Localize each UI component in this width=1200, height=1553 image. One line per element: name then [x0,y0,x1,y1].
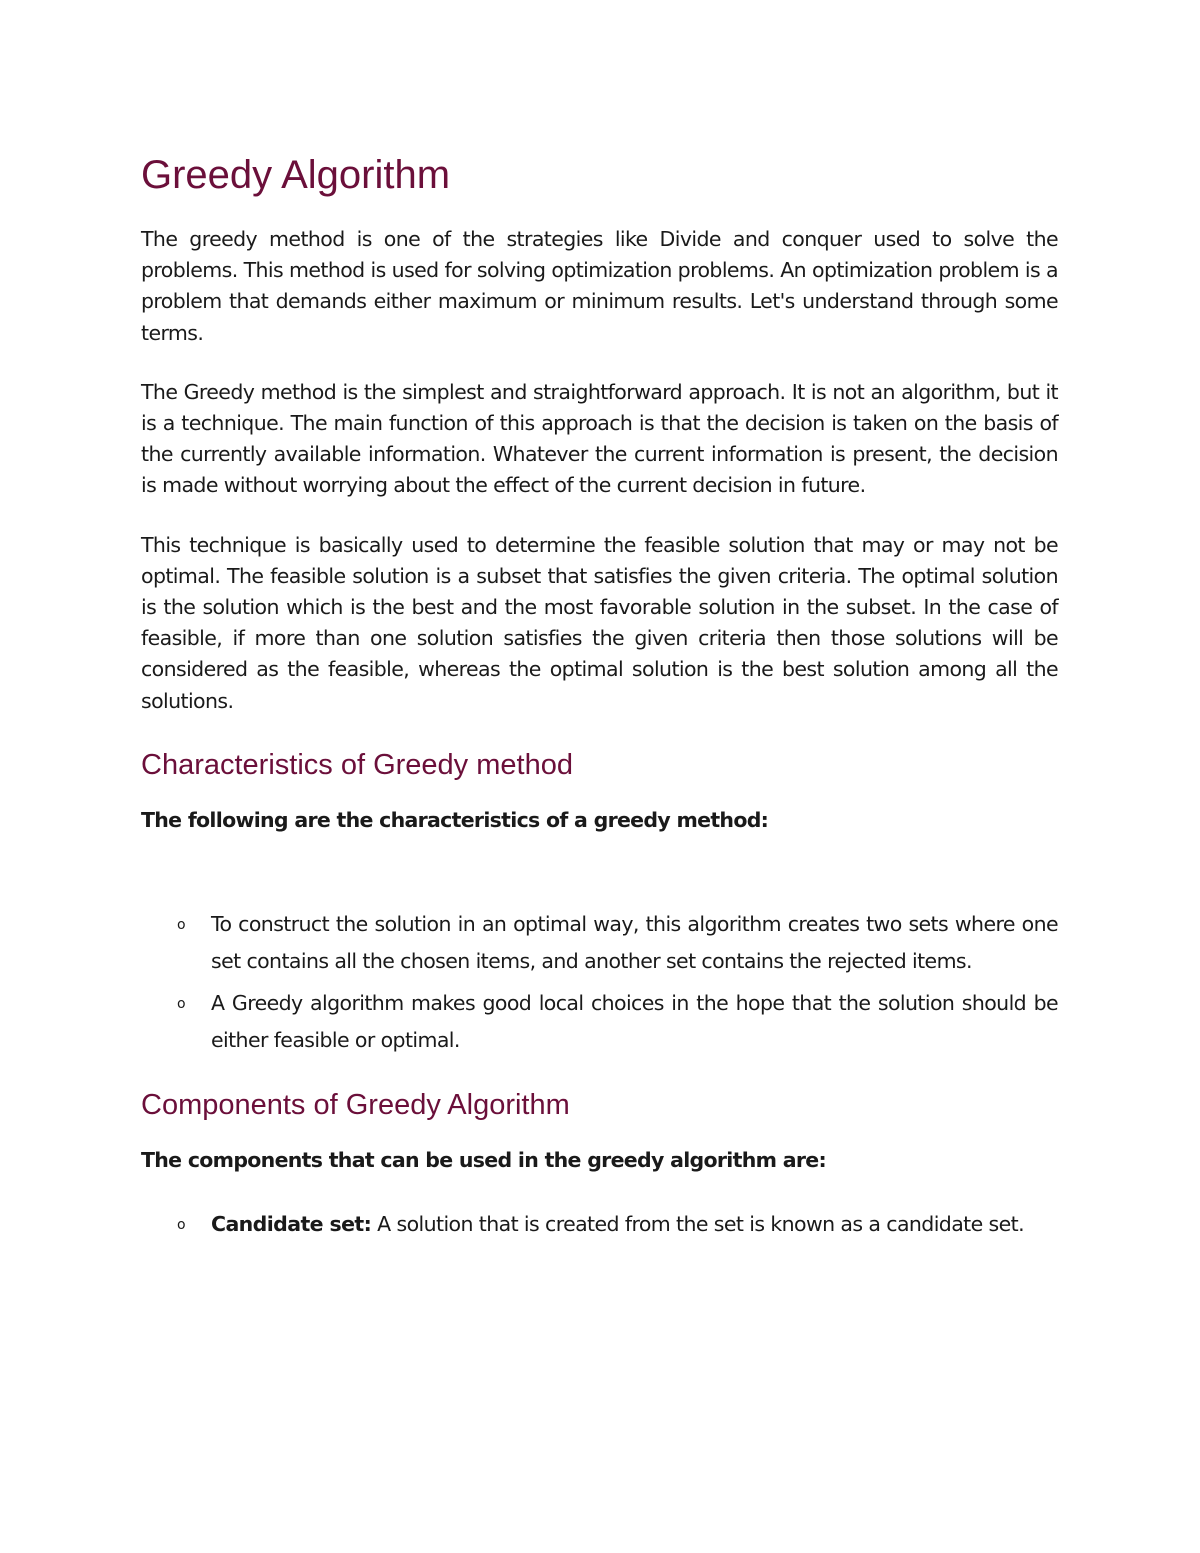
components-lead: The components that can be used in the greedy algorithm are: [141,1147,826,1172]
characteristics-heading: Characteristics of Greedy method [141,748,573,781]
bullet-icon: o [177,1216,185,1233]
page-title: Greedy Algorithm [141,153,451,197]
components-list [141,1206,1058,1243]
list-item-text: A Greedy algorithm makes good local choices in the hope that the solution should be either feasible or optimal. [211,990,1058,1052]
document-page [141,148,1058,1269]
list-item [141,1206,1058,1243]
intro-paragraph-2: The Greedy method is the simplest and straightforward approach. It is not an algorithm, but it is a technique. The main function of this approach is that the decision is taken on the basis of the currently available information. Whatever the current information is present, the decision is made without worrying about the effect of the current decision in future. [141,379,1058,498]
intro-paragraph-1: The greedy method is one of the strategies like Divide and conquer used to solve the problems. This method is used for solving optimization problems. An optimization problem is a problem that demands either maximum or minimum results. Let's understand through some terms. [141,227,1058,345]
bullet-icon: o [177,995,185,1012]
component-description: A solution that is created from the set is known as a candidate set. [371,1211,1024,1236]
characteristics-list [141,906,1058,1059]
list-item [141,985,1058,1059]
component-term: Candidate set: [211,1211,372,1236]
list-item [141,906,1058,980]
intro-paragraph-3: This technique is basically used to determine the feasible solution that may or may not be optimal. The feasible solution is a subset that satisfies the given criteria. The optimal solution is the solution which is the best and the most favorable solution in the subset. In the case of feasible, if more than one solution satisfies the given criteria then those solutions will be considered as the feasible, whereas the optimal solution is the best solution among all the solutions. [141,532,1058,713]
bullet-icon: o [177,916,185,933]
characteristics-lead: The following are the characteristics of a greedy method: [141,807,769,832]
components-heading: Components of Greedy Algorithm [141,1088,570,1121]
list-item-text: To construct the solution in an optimal way, this algorithm creates two sets where one set contains all the chosen items, and another set contains the rejected items. [211,911,1058,973]
